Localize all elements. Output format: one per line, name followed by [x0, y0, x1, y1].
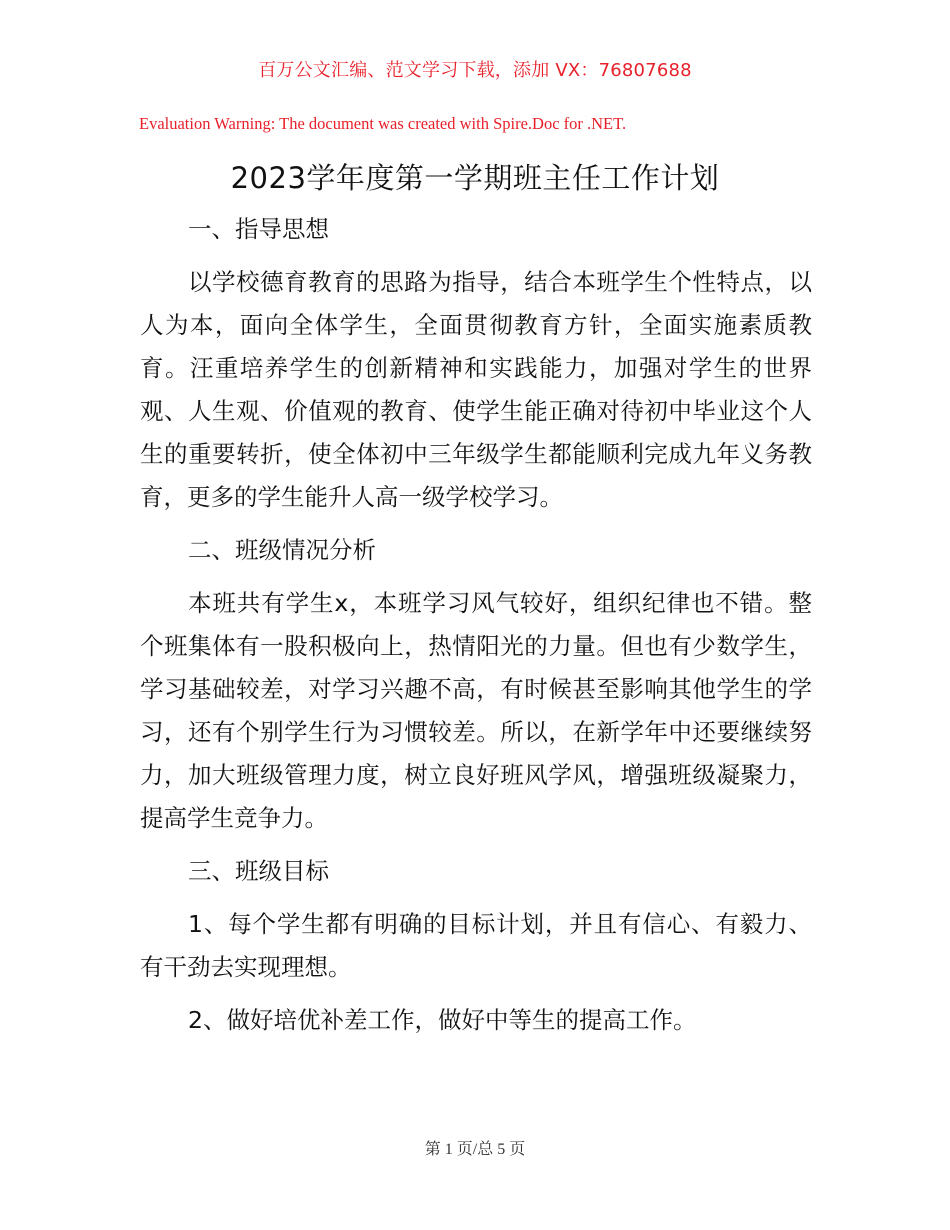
document-title: 2023学年度第一学期班主任工作计划: [230, 161, 720, 195]
document-body: [140, 208, 812, 1042]
page-indicator: 第 1 页/总 5 页: [424, 1141, 526, 1158]
paragraph-class-analysis: 本班共有学生x，本班学习风气较好，组织纪律也不错。整个班集体有一股积极向上，热情阳光的力量。但也有少数学生，学习基础较差，对学习兴趣不高，有时候甚至影响其他学生的学习，还有个别学生行为习惯较差。所以，在新学年中还要继续努力，加大班级管理力度，树立良好班风学风，增强班级凝聚力，提高学生竞争力。: [140, 589, 812, 832]
paragraph-goal-2: 2、做好培优补差工作，做好中等生的提高工作。: [188, 1006, 697, 1034]
paragraph-goal-1: 1、每个学生都有明确的目标计划，并且有信心、有毅力、有干劲去实现理想。: [140, 910, 812, 981]
promo-header: 百万公文汇编、范文学习下载，添加 VX：76807688: [258, 60, 692, 81]
section-heading-class-goals: 三、班级目标: [188, 857, 329, 885]
section-heading-guiding-ideology: 一、指导思想: [188, 215, 329, 243]
paragraph-guiding-ideology: 以学校德育教育的思路为指导，结合本班学生个性特点，以人为本，面向全体学生，全面贯彻教育方针，全面实施素质教育。汪重培养学生的创新精神和实践能力，加强对学生的世界观、人生观、价值观的教育、使学生能正确对待初中毕业这个人生的重要转折，使全体初中三年级学生都能顺利完成九年义务教育，更多的学生能升人高一级学校学习。: [140, 268, 812, 511]
evaluation-warning: Evaluation Warning: The document was created with Spire.Doc for .NET.: [139, 114, 627, 133]
section-heading-class-analysis: 二、班级情况分析: [188, 536, 376, 564]
